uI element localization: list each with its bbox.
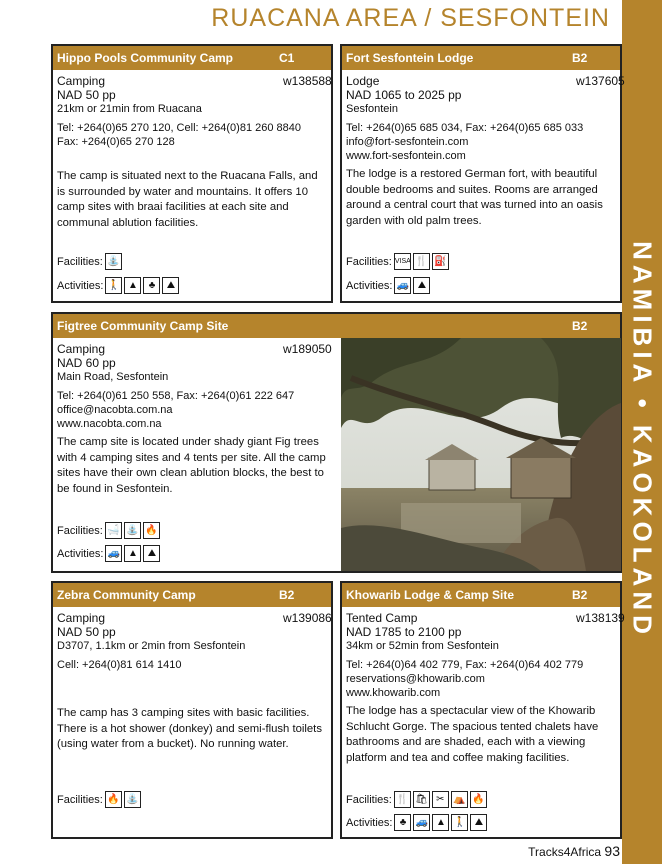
activities-label: Activities:: [346, 816, 393, 829]
footer-brand: Tracks4Africa: [528, 845, 602, 859]
facilities-row: [57, 522, 160, 539]
map-region: B2: [279, 588, 295, 602]
shower-toilet-icon: ⛲: [124, 522, 141, 539]
birding-icon: ♣: [394, 814, 411, 831]
card-header: [53, 314, 620, 338]
accommodation-type: Tented Camp: [346, 611, 418, 625]
description: The camp is situated next to the Ruacana Falls, and is surrounded by water and mountains. It offers 10 camp sites with braai facilities at each site and communal ablution facilities.: [57, 170, 318, 229]
fig-tree-image: [341, 338, 621, 571]
facilities-row: [346, 791, 487, 808]
4x4-icon: ▲: [124, 545, 141, 562]
page-footer: [528, 843, 620, 859]
listing-card-hippo-pools: [51, 44, 333, 303]
price: NAD 1065 to 2025 pp: [346, 88, 462, 102]
accommodation-type: Camping: [57, 74, 106, 88]
card-header: [53, 583, 331, 607]
accommodation-type: Camping: [57, 342, 106, 356]
restaurant-icon: 🍴: [413, 253, 430, 270]
contact-email: info@fort-sesfontein.com: [346, 136, 469, 148]
location: 21km or 21min from Ruacana: [57, 103, 202, 115]
card-title: Hippo Pools Community Camp: [57, 51, 234, 65]
bath-icon: 🛁: [105, 522, 122, 539]
activities-row: [346, 814, 487, 831]
card-title: Khowarib Lodge & Camp Site: [346, 588, 515, 602]
facilities-label: Facilities:: [346, 255, 392, 268]
game-drive-icon: 🚙: [394, 277, 411, 294]
waypoint-code: w138588: [283, 74, 332, 88]
waypoint-code: w138139: [576, 611, 625, 625]
map-region: B2: [572, 51, 588, 65]
card-body: [53, 607, 331, 753]
card-header: [53, 46, 331, 70]
facilities-row: [57, 253, 122, 270]
page-title: RUACANA AREA / SESFONTEIN: [211, 4, 610, 32]
card-body: [342, 607, 625, 766]
activities-row: [57, 277, 179, 294]
location: 34km or 52min from Sesfontein: [346, 640, 499, 652]
activities-label: Activities:: [57, 547, 104, 560]
card-body: [342, 70, 625, 229]
facilities-label: Facilities:: [346, 793, 392, 806]
card-title: Fort Sesfontein Lodge: [346, 51, 474, 65]
contact-line: Tel: +264(0)65 270 120, Cell: +264(0)81 260 8840: [57, 122, 302, 134]
facilities-label: Facilities:: [57, 793, 103, 806]
location: Sesfontein: [346, 103, 398, 115]
description: The lodge has a spectacular view of the Khowarib Schlucht Gorge. The spacious tented chalets have bathrooms and are shaded, each with a viewing platform and tea and coffee making facilities.: [346, 705, 599, 764]
mountain-icon: ⛰: [470, 814, 487, 831]
card-title: Zebra Community Camp: [57, 588, 196, 602]
contact-line: Cell: +264(0)81 614 1410: [57, 659, 182, 671]
shop-icon: 🛍: [413, 791, 430, 808]
contact-website: www.fort-sesfontein.com: [346, 150, 466, 162]
contact-line: Tel: +264(0)65 685 034, Fax: +264(0)65 685 033: [346, 122, 584, 134]
price: NAD 50 pp: [57, 625, 116, 639]
activities-row: [346, 277, 430, 294]
facilities-label: Facilities:: [57, 255, 103, 268]
listing-card-zebra: [51, 581, 333, 839]
description: The camp site is located under shady giant Fig trees with 4 camping sites and 4 tents per site. All the camp sites have their own clean ablution blocks, the best to be found in Sesfontein.: [57, 436, 326, 495]
braai-icon: 🔥: [143, 522, 160, 539]
contact-email: reservations@khowarib.com: [346, 673, 485, 685]
tent-icon: ⛺: [451, 791, 468, 808]
card-header: [342, 583, 620, 607]
map-region: C1: [279, 51, 295, 65]
contact-website: www.khowarib.com: [346, 687, 441, 699]
activities-label: Activities:: [346, 279, 393, 292]
waypoint-code: w189050: [283, 342, 332, 356]
visa-icon: VISA: [394, 253, 411, 270]
restaurant-icon: 🍴: [394, 791, 411, 808]
location: Main Road, Sesfontein: [57, 371, 169, 383]
game-drive-icon: 🚙: [413, 814, 430, 831]
price: NAD 60 pp: [57, 356, 116, 370]
facilities-row: [346, 253, 449, 270]
contact-line: Tel: +264(0)64 402 779, Fax: +264(0)64 402 779: [346, 659, 584, 671]
laundry-icon: ✂: [432, 791, 449, 808]
price: NAD 50 pp: [57, 88, 116, 102]
side-title: NAMIBIA • KAOKOLAND: [627, 241, 658, 639]
accommodation-type: Lodge: [346, 74, 380, 88]
map-region: B2: [572, 588, 588, 602]
listing-card-khowarib: [340, 581, 625, 839]
activities-row: [57, 545, 160, 562]
birding-icon: ♣: [143, 277, 160, 294]
game-drive-icon: 🚙: [105, 545, 122, 562]
accommodation-type: Camping: [57, 611, 106, 625]
mountain-icon: ⛰: [143, 545, 160, 562]
waypoint-code: w139086: [283, 611, 332, 625]
card-header: [342, 46, 620, 70]
hiking-icon: 🚶: [105, 277, 122, 294]
canoe-icon: ⛰: [162, 277, 179, 294]
braai-icon: 🔥: [105, 791, 122, 808]
card-title: Figtree Community Camp Site: [57, 319, 229, 333]
map-region: B2: [572, 319, 588, 333]
shower-toilet-icon: ⛲: [124, 791, 141, 808]
price: NAD 1785 to 2100 pp: [346, 625, 462, 639]
contact-line: Tel: +264(0)61 250 558, Fax: +264(0)61 222 647: [57, 390, 295, 402]
activities-label: Activities:: [57, 279, 104, 292]
braai-icon: 🔥: [470, 791, 487, 808]
mountain-icon: ⛰: [413, 277, 430, 294]
campsite-photo: [341, 338, 621, 571]
4x4-icon: ▲: [124, 277, 141, 294]
card-body: [53, 70, 331, 231]
location: D3707, 1.1km or 2min from Sesfontein: [57, 640, 246, 652]
contact-line: Fax: +264(0)65 270 128: [57, 136, 175, 148]
description: The lodge is a restored German fort, with beautiful double bedrooms and suites. Rooms are arranged around a central court that was turned into an oasis garden with old palm trees.: [346, 168, 603, 227]
description: The camp has 3 camping sites with basic facilities. There is a hot shower (donkey) and semi-flush toilets (using water from a bucket). No running water.: [57, 707, 322, 750]
facilities-label: Facilities:: [57, 524, 103, 537]
contact-website: www.nacobta.com.na: [57, 418, 162, 430]
contact-email: office@nacobta.com.na: [57, 404, 173, 416]
listing-card-fort-sesfontein: [340, 44, 625, 303]
facilities-row: [57, 791, 141, 808]
fuel-icon: ⛽: [432, 253, 449, 270]
hiking-icon: 🚶: [451, 814, 468, 831]
4x4-icon: ▲: [432, 814, 449, 831]
card-body: [53, 338, 341, 497]
waypoint-code: w137605: [576, 74, 625, 88]
page-number: 93: [604, 843, 620, 859]
shower-toilet-icon: ⛲: [105, 253, 122, 270]
